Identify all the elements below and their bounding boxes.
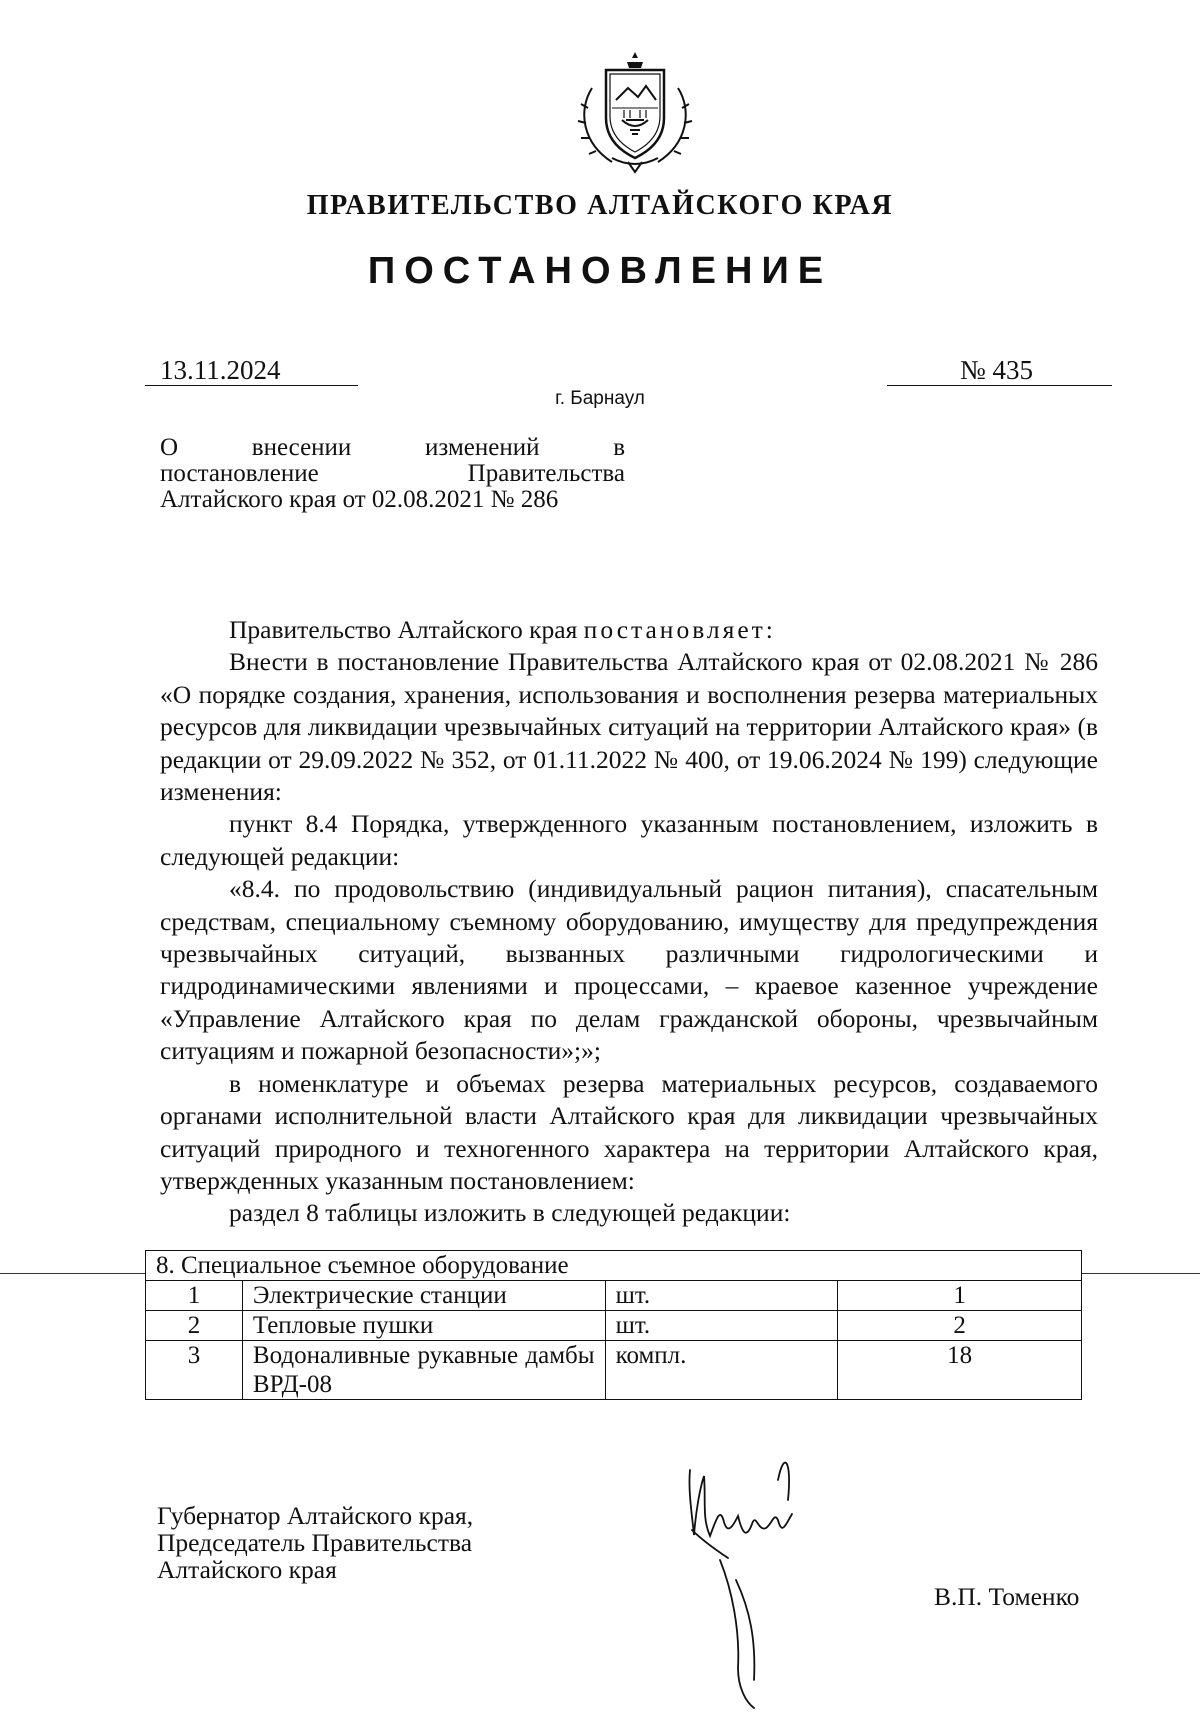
row-quantity: 2: [838, 1311, 1082, 1341]
document-number: № 435: [960, 355, 1034, 385]
handwritten-signature: [680, 1440, 820, 1710]
date-underline: [145, 385, 358, 386]
row-name: Электрические станции: [242, 1281, 605, 1311]
table-section-title: 8. Специальное съемное оборудование: [146, 1251, 1082, 1281]
table-row: [146, 1281, 1082, 1311]
table-section-row: [146, 1251, 1082, 1281]
row-name: Водоналивные рукавные дамбы ВРД-08: [242, 1341, 605, 1400]
intro-resolves: постановляет:: [583, 615, 776, 644]
signatory-title-line-3: Алтайского края: [157, 1555, 337, 1584]
signatory-title-line-1: Губернатор Алтайского края,: [157, 1501, 474, 1530]
paragraph-4: в номенклатуре и объемах резерва материальных ресурсов, создаваемого органами исполнительной власти Алтайского края для ликвидации чрезвычайных ситуаций природного и техногенного характера на территории Алтайского края, утвержденных указанным постановлением:: [160, 1068, 1098, 1195]
table-left-rule: [0, 1273, 145, 1274]
subject-line-3: Алтайского края от 02.08.2021 № 286: [160, 486, 559, 513]
number-underline: [887, 385, 1112, 386]
coat-of-arms-emblem: [572, 48, 698, 176]
subject-line-1: О внесении изменений в: [160, 434, 625, 461]
signatory-title: [157, 1502, 473, 1583]
signatory-title-line-2: Председатель Правительства: [157, 1528, 473, 1557]
paragraph-1: Внести в постановление Правительства Алтайского края от 02.08.2021 № 286 «О порядке создания, хранения, использования и восполнения резерва материальных ресурсов для ликвидации чрезвычайных ситуаций на территории Алтайского края» (в редакции от 29.09.2022 № 352, от 01.11.2022 № 400, от 19.06.2024 № 199) следующие изменения:: [160, 647, 1098, 807]
paragraph-2: пункт 8.4 Порядка, утвержденного указанным постановлением, изложить в следующей редакции:: [160, 809, 1098, 871]
row-number: 3: [146, 1341, 243, 1400]
intro-paragraph: [160, 614, 1098, 646]
document-type-title: ПОСТАНОВЛЕНИЕ: [367, 250, 833, 292]
row-unit: шт.: [605, 1311, 838, 1341]
document-body: [160, 614, 1098, 1230]
paragraph-5: раздел 8 таблицы изложить в следующей редакции:: [229, 1198, 791, 1228]
equipment-table: [145, 1250, 1082, 1400]
city-label: г. Барнаул: [555, 388, 645, 409]
table-row: [146, 1341, 1082, 1400]
row-quantity: 18: [838, 1341, 1082, 1400]
row-name: Тепловые пушки: [242, 1311, 605, 1341]
document-subject: [160, 435, 625, 513]
signatory-name: В.П. Томенко: [934, 1582, 1080, 1611]
paragraph-3: «8.4. по продовольствию (индивидуальный рацион питания), спасательным средствам, специальному съемному оборудованию, имуществу для предупреждения чрезвычайных ситуаций, вызванных различными гидрологическими и гидродинамическими явлениями и процессами, – краевое казенное учреждение «Управление Алтайского края по делам гражданской обороны, чрезвычайным ситуациям и пожарной безопасности»;»;: [160, 874, 1098, 1066]
table-row: [146, 1311, 1082, 1341]
organization-title: ПРАВИТЕЛЬСТВО АЛТАЙСКОГО КРАЯ: [306, 190, 894, 221]
row-unit: компл.: [605, 1341, 838, 1400]
table-right-rule: [1082, 1273, 1200, 1274]
subject-line-2: постановление Правительства: [160, 460, 625, 487]
intro-text: Правительство Алтайского края: [229, 615, 584, 644]
row-unit: шт.: [605, 1281, 838, 1311]
document-date: 13.11.2024: [160, 355, 281, 385]
row-quantity: 1: [838, 1281, 1082, 1311]
row-number: 2: [146, 1311, 243, 1341]
row-number: 1: [146, 1281, 243, 1311]
